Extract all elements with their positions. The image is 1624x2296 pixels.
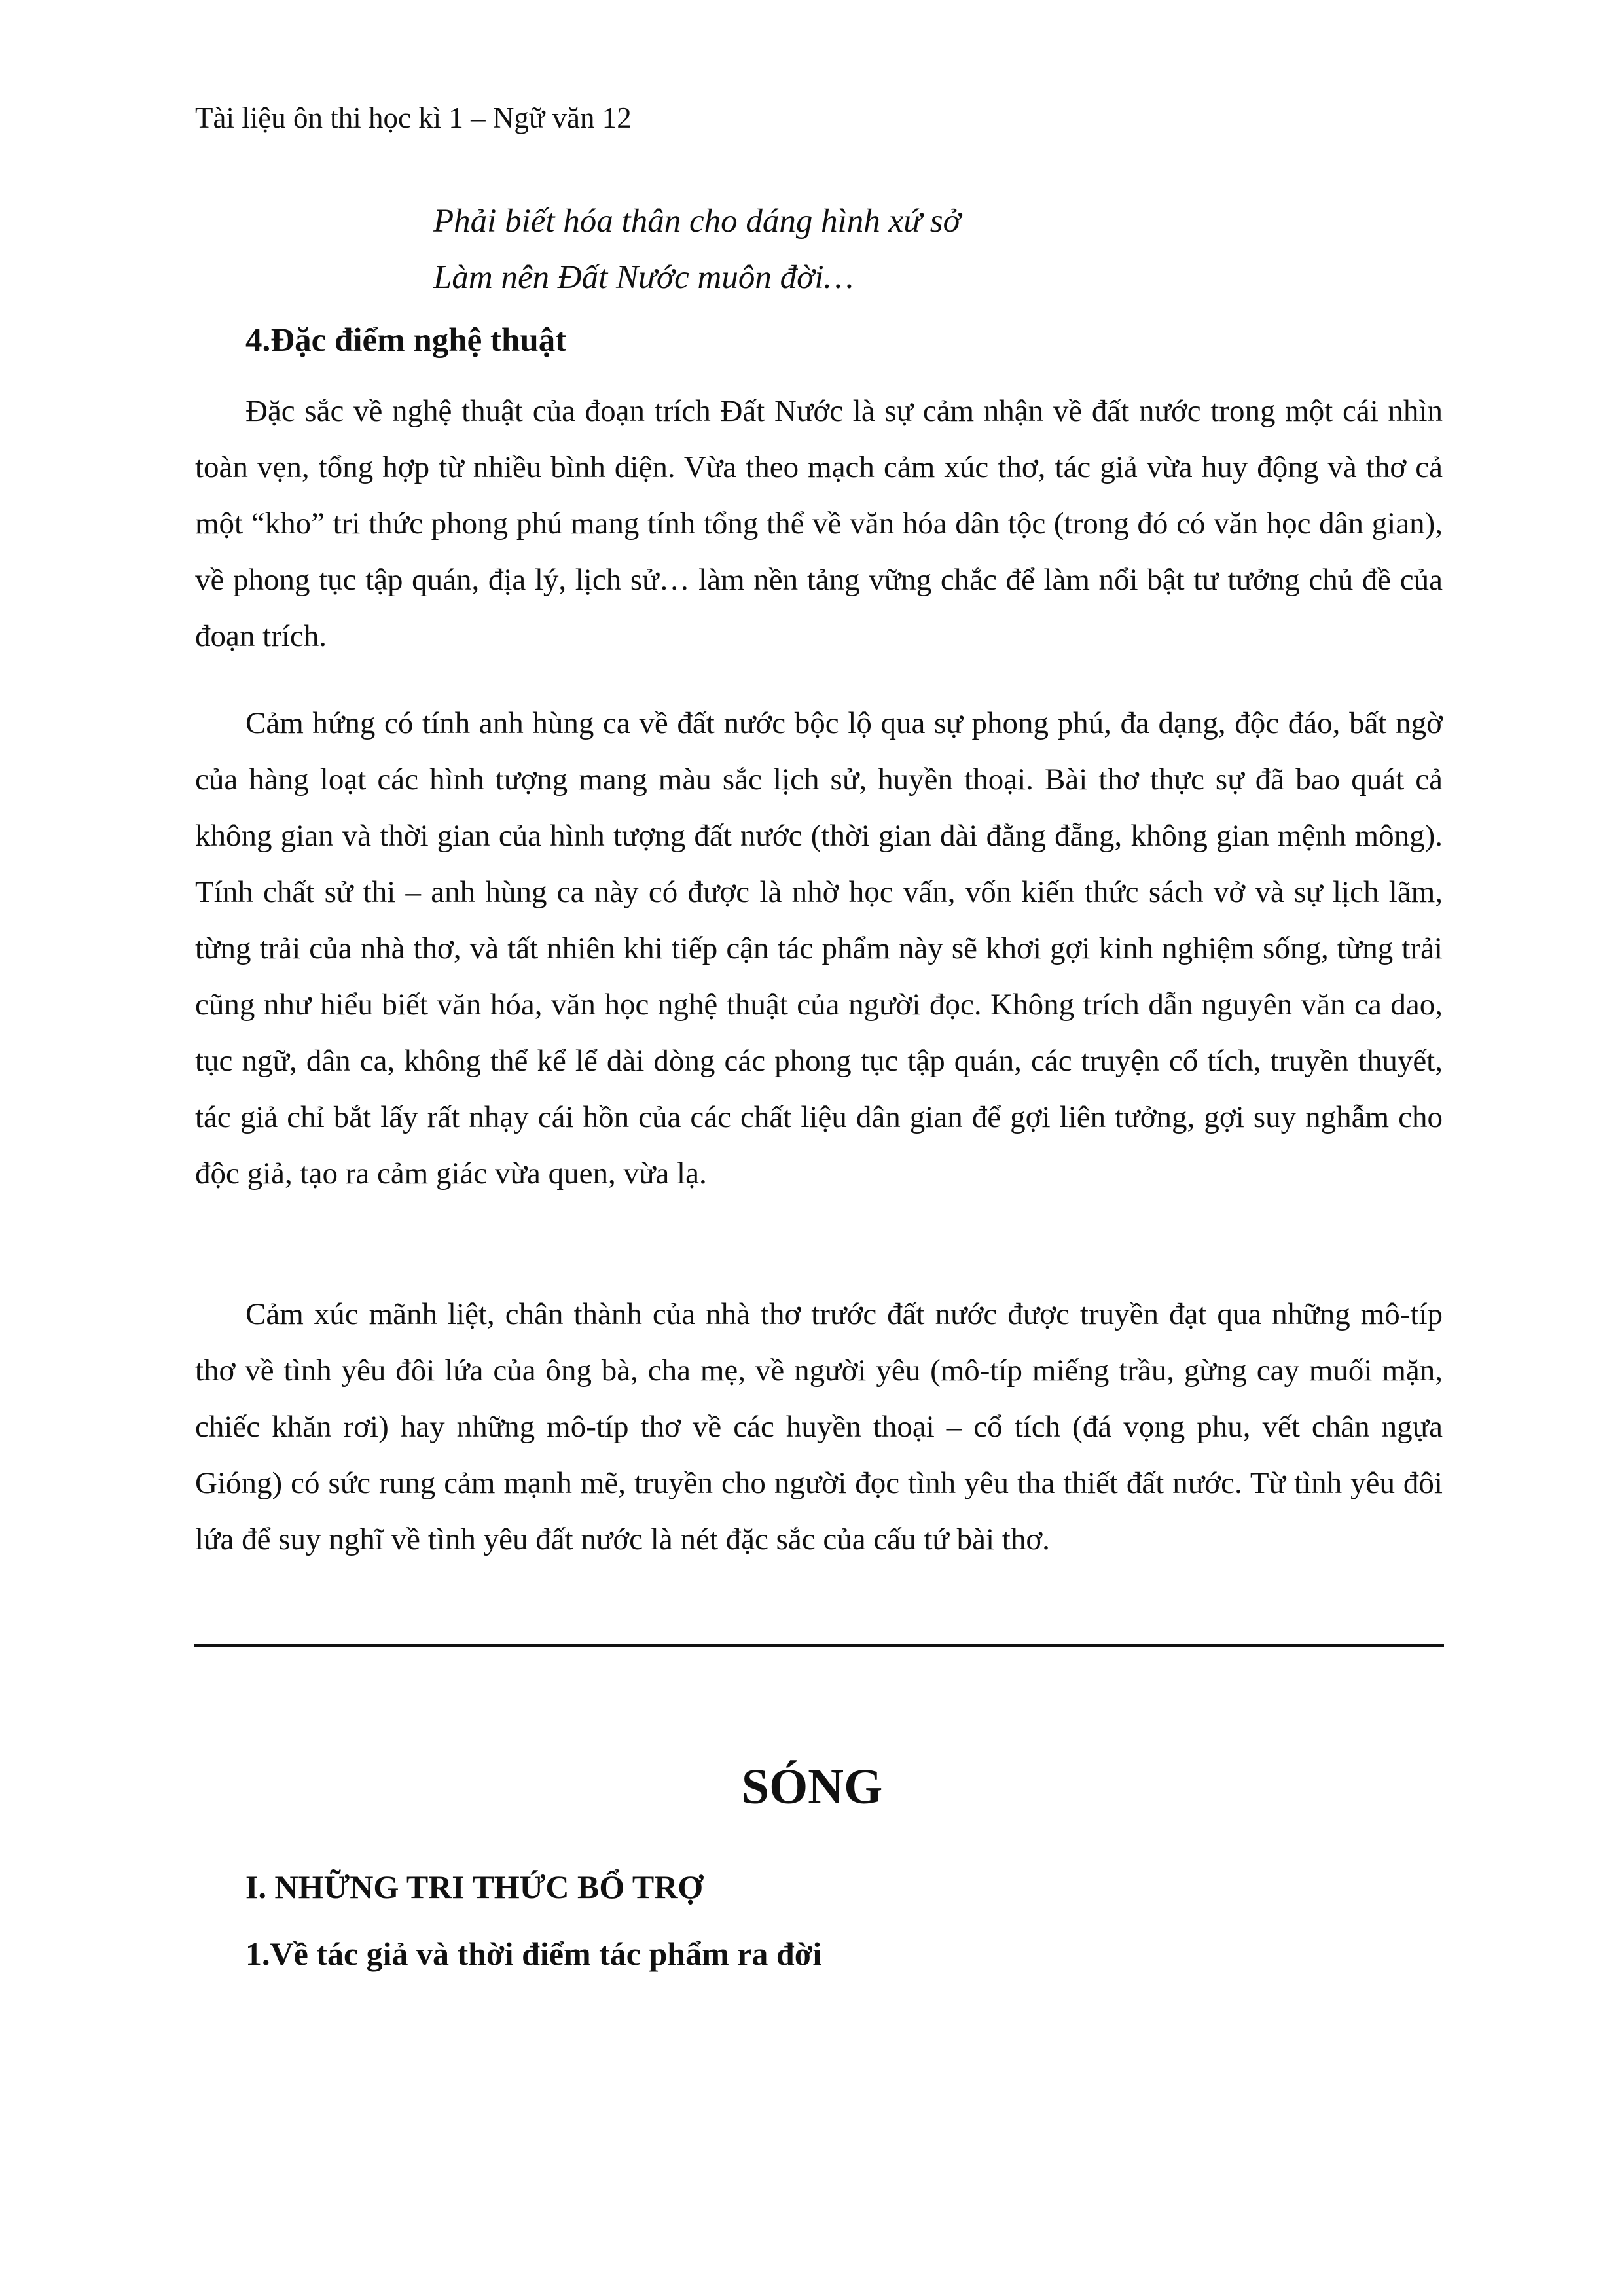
body-paragraph: Cảm xúc mãnh liệt, chân thành của nhà thơ trước đất nước được truyền đạt qua những mô-típ thơ về tình yêu đôi lứa của ông bà, cha mẹ, về người yêu (mô-típ miếng trầu, gừng cay muối mặn, chiếc khăn rơi) hay những mô-típ thơ về các huyền thoại – cổ tích (đá vọng phu, vết chân ngựa Gióng) có sức rung cảm mạnh mẽ, truyền cho người đọc tình yêu tha thiết đất nước. Từ tình yêu đôi lứa để suy nghĩ về tình yêu đất nước là nét đặc sắc của cấu tứ bài thơ.	[195, 1297, 1443, 1556]
body-paragraph: Cảm hứng có tính anh hùng ca về đất nước bộc lộ qua sự phong phú, đa dạng, độc đáo, bất ngờ của hàng loạt các hình tượng mang màu sắc lịch sử, huyền thoại. Bài thơ thực sự đã bao quát cả không gian và thời gian của hình tượng đất nước (thời gian dài đằng đẵng, không gian mệnh mông). Tính chất sử thi – anh hùng ca này có được là nhờ học vấn, vốn kiến thức sách vở và sự lịch lãm, từng trải của nhà thơ, và tất nhiên khi tiếp cận tác phẩm này sẽ khơi gợi kinh nghiệm sống, từng trải cũng như hiểu biết văn hóa, văn học nghệ thuật của người đọc. Không trích dẫn nguyên văn ca dao, tục ngữ, dân ca, không thể kể lể dài dòng các phong tục tập quán, các truyện cổ tích, truyền thuyết, tác giả chỉ bắt lấy rất nhạy cái hồn của các chất liệu dân gian để gợi liên tưởng, gợi suy nghẫm cho độc giả, tạo ra cảm giác vừa quen, vừa lạ.	[195, 706, 1443, 1191]
running-header: Tài liệu ôn thi học kì 1 – Ngữ văn 12	[195, 101, 632, 134]
poem-excerpt	[433, 193, 961, 306]
section-heading-art-features: 4.Đặc điểm nghệ thuật	[245, 322, 567, 359]
part-heading: I. NHỮNG TRI THỨC BỔ TRỢ	[245, 1869, 704, 1905]
poem-line: Phải biết hóa thân cho dáng hình xứ sở	[433, 203, 961, 240]
sub-heading: 1.Về tác giả và thời điểm tác phẩm ra đời	[245, 1935, 822, 1972]
poem-line: Làm nên Đất Nước muôn đời…	[433, 259, 854, 296]
section-divider	[194, 1644, 1444, 1647]
body-paragraph: Đặc sắc về nghệ thuật của đoạn trích Đất Nước là sự cảm nhận về đất nước trong một cái nhìn toàn vẹn, tổng hợp từ nhiều bình diện. Vừa theo mạch cảm xúc thơ, tác giả vừa huy động và thơ cả một “kho” tri thức phong phú mang tính tổng thể về văn hóa dân tộc (trong đó có văn học dân gian), về phong tục tập quán, địa lý, lịch sử… làm nền tảng vững chắc để làm nổi bật tư tưởng chủ đề của đoạn trích.	[195, 394, 1443, 653]
lesson-title: SÓNG	[741, 1759, 883, 1814]
